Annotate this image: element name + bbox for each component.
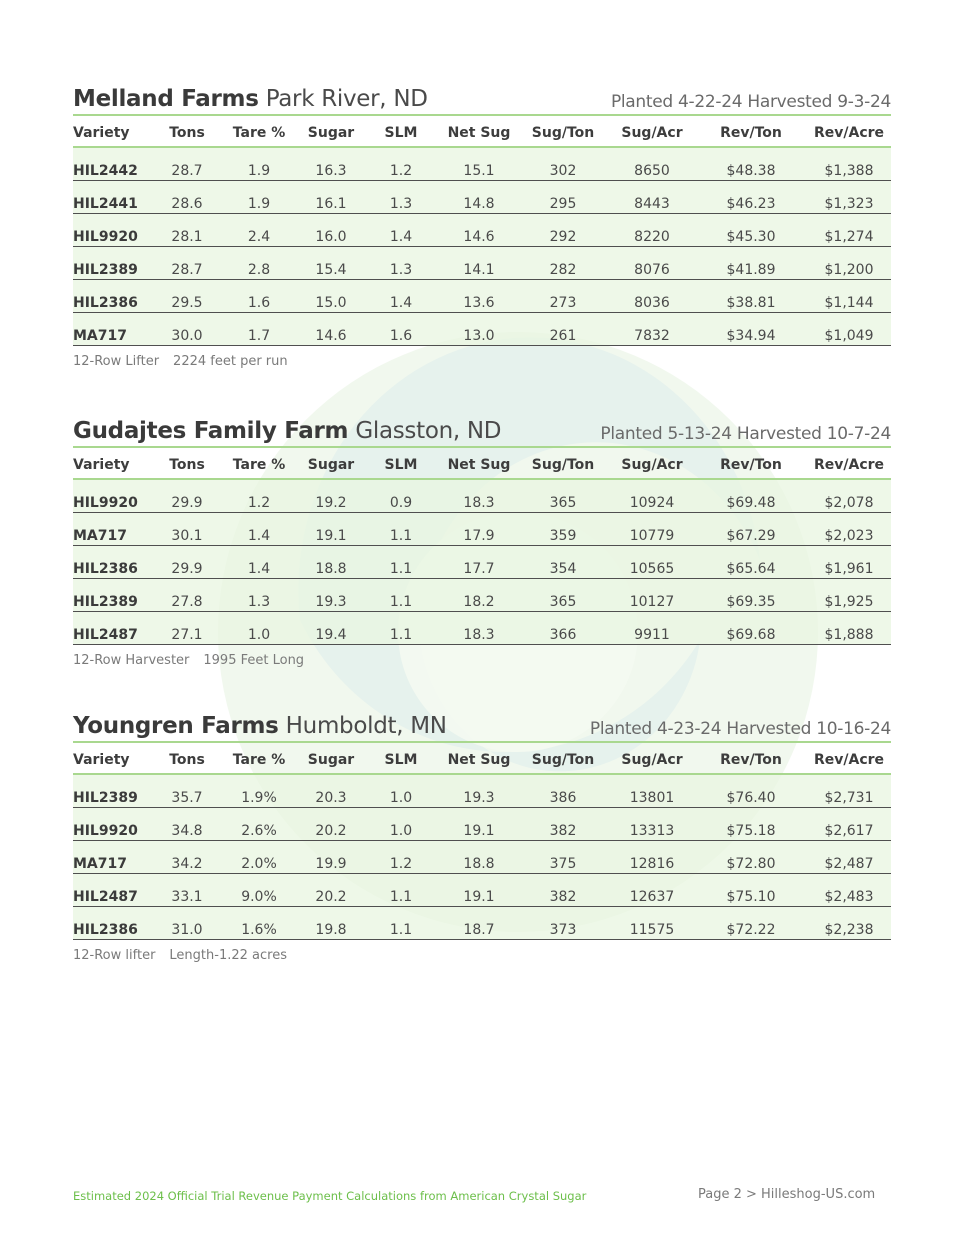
cell-sug-ton: 382 [517,808,609,841]
cell-sug-acr: 12637 [609,874,695,907]
cell-net-sug: 18.3 [441,479,517,513]
cell-net-sug: 14.6 [441,214,517,247]
cell-tare: 1.4 [217,513,301,546]
cell-tare: 1.3 [217,579,301,612]
cell-sugar: 16.0 [301,214,361,247]
table-row [73,513,891,546]
cell-rev-acre: $1,200 [807,247,891,280]
cell-tare: 1.9 [217,147,301,181]
column-header-sug-acr: Sug/Acr [609,747,695,774]
cell-slm: 1.6 [361,313,441,346]
cell-tons: 29.5 [157,280,217,313]
cell-rev-ton: $72.80 [695,841,807,874]
trial-melland [73,86,891,369]
trial-header [73,713,891,743]
cell-rev-ton: $65.64 [695,546,807,579]
cell-tare: 9.0% [217,874,301,907]
cell-tare: 1.7 [217,313,301,346]
cell-net-sug: 19.1 [441,874,517,907]
cell-variety: MA717 [73,513,157,546]
cell-tare: 2.4 [217,214,301,247]
cell-sug-acr: 7832 [609,313,695,346]
cell-sugar: 20.3 [301,774,361,808]
cell-rev-ton: $67.29 [695,513,807,546]
cell-sug-acr: 10779 [609,513,695,546]
cell-variety: HIL2487 [73,612,157,645]
column-header-rev-acre: Rev/Acre [807,120,891,147]
column-header-rev-ton: Rev/Ton [695,452,807,479]
cell-sugar: 18.8 [301,546,361,579]
cell-net-sug: 13.0 [441,313,517,346]
cell-tons: 28.1 [157,214,217,247]
cell-tare: 2.6% [217,808,301,841]
plant-harvest-dates: Planted 4-22-24 Harvested 9-3-24 [610,92,891,112]
cell-net-sug: 14.8 [441,181,517,214]
table-row [73,579,891,612]
cell-slm: 0.9 [361,479,441,513]
cell-rev-ton: $72.22 [695,907,807,940]
column-header-sugar: Sugar [301,120,361,147]
cell-tare: 1.9% [217,774,301,808]
table-row [73,313,891,346]
column-header-sug-ton: Sug/Ton [517,452,609,479]
cell-sugar: 14.6 [301,313,361,346]
cell-sugar: 19.8 [301,907,361,940]
column-header-sug-acr: Sug/Acr [609,452,695,479]
cell-tons: 30.0 [157,313,217,346]
cell-sugar: 16.3 [301,147,361,181]
trial-note [73,354,891,369]
plant-harvest-dates: Planted 5-13-24 Harvested 10-7-24 [600,424,891,444]
cell-tons: 29.9 [157,546,217,579]
cell-tare: 1.2 [217,479,301,513]
table-row [73,774,891,808]
trial-note [73,653,891,668]
cell-sug-acr: 9911 [609,612,695,645]
cell-sug-ton: 261 [517,313,609,346]
column-header-rev-ton: Rev/Ton [695,120,807,147]
column-header-rev-acre: Rev/Acre [807,747,891,774]
plant-harvest-dates: Planted 4-23-24 Harvested 10-16-24 [589,719,891,739]
equipment-note: 12-Row Harvester [73,653,190,668]
table-row [73,181,891,214]
column-header-slm: SLM [361,452,441,479]
cell-rev-acre: $2,238 [807,907,891,940]
table-row [73,147,891,181]
cell-tons: 33.1 [157,874,217,907]
trial-note [73,948,891,963]
cell-net-sug: 15.1 [441,147,517,181]
trial-table [73,452,891,645]
trial-table [73,747,891,940]
column-header-net-sug: Net Sug [441,747,517,774]
table-row [73,214,891,247]
cell-tare: 1.6% [217,907,301,940]
cell-rev-ton: $69.68 [695,612,807,645]
plot-size-note: 2224 feet per run [173,354,288,369]
cell-sug-acr: 8650 [609,147,695,181]
cell-sugar: 20.2 [301,808,361,841]
cell-net-sug: 17.9 [441,513,517,546]
cell-tons: 27.8 [157,579,217,612]
cell-net-sug: 14.1 [441,247,517,280]
farm-location: Park River, ND [265,86,428,112]
cell-tons: 35.7 [157,774,217,808]
cell-sugar: 19.2 [301,479,361,513]
cell-rev-acre: $1,888 [807,612,891,645]
table-row [73,280,891,313]
cell-net-sug: 18.2 [441,579,517,612]
cell-rev-acre: $1,274 [807,214,891,247]
cell-rev-acre: $1,323 [807,181,891,214]
cell-tons: 28.7 [157,147,217,181]
cell-rev-ton: $76.40 [695,774,807,808]
cell-tons: 28.6 [157,181,217,214]
farm-name: Gudajtes Family Farm [73,418,349,444]
cell-slm: 1.4 [361,214,441,247]
column-header-rev-ton: Rev/Ton [695,747,807,774]
cell-slm: 1.4 [361,280,441,313]
cell-sug-ton: 273 [517,280,609,313]
column-header-tare: Tare % [217,120,301,147]
cell-sugar: 20.2 [301,874,361,907]
cell-variety: HIL2389 [73,774,157,808]
cell-sug-ton: 282 [517,247,609,280]
cell-tons: 28.7 [157,247,217,280]
column-header-net-sug: Net Sug [441,120,517,147]
footer-source-note: Estimated 2024 Official Trial Revenue Payment Calculations from American Crystal Sugar [73,1189,587,1203]
cell-slm: 1.3 [361,181,441,214]
column-header-sugar: Sugar [301,452,361,479]
header-row [73,452,891,479]
trial-youngren [73,713,891,963]
cell-sug-ton: 375 [517,841,609,874]
cell-rev-ton: $46.23 [695,181,807,214]
table-row [73,546,891,579]
farm-location: Humboldt, MN [285,713,447,739]
cell-sug-ton: 359 [517,513,609,546]
cell-variety: HIL9920 [73,808,157,841]
cell-sug-acr: 10565 [609,546,695,579]
column-header-sug-ton: Sug/Ton [517,120,609,147]
cell-sug-ton: 386 [517,774,609,808]
cell-tare: 1.6 [217,280,301,313]
cell-rev-ton: $75.10 [695,874,807,907]
cell-variety: HIL2442 [73,147,157,181]
cell-tons: 30.1 [157,513,217,546]
cell-net-sug: 18.8 [441,841,517,874]
table-row [73,841,891,874]
cell-net-sug: 19.1 [441,808,517,841]
header-row [73,120,891,147]
cell-net-sug: 19.3 [441,774,517,808]
cell-rev-ton: $41.89 [695,247,807,280]
cell-variety: HIL2389 [73,579,157,612]
cell-sug-ton: 366 [517,612,609,645]
cell-tare: 1.0 [217,612,301,645]
cell-rev-acre: $1,925 [807,579,891,612]
cell-variety: MA717 [73,841,157,874]
cell-rev-ton: $69.48 [695,479,807,513]
cell-rev-acre: $1,388 [807,147,891,181]
cell-tons: 29.9 [157,479,217,513]
cell-sug-ton: 365 [517,479,609,513]
cell-rev-acre: $2,617 [807,808,891,841]
cell-sug-acr: 11575 [609,907,695,940]
cell-variety: HIL9920 [73,214,157,247]
cell-variety: MA717 [73,313,157,346]
cell-rev-acre: $2,023 [807,513,891,546]
cell-variety: HIL2389 [73,247,157,280]
table-row [73,907,891,940]
column-header-variety: Variety [73,747,157,774]
cell-variety: HIL2386 [73,907,157,940]
cell-slm: 1.3 [361,247,441,280]
cell-sug-acr: 13801 [609,774,695,808]
column-header-variety: Variety [73,120,157,147]
trial-table [73,120,891,346]
trial-header [73,418,891,448]
cell-sug-acr: 8036 [609,280,695,313]
cell-slm: 1.0 [361,808,441,841]
cell-rev-ton: $45.30 [695,214,807,247]
table-row [73,612,891,645]
cell-rev-ton: $38.81 [695,280,807,313]
column-header-variety: Variety [73,452,157,479]
cell-tons: 27.1 [157,612,217,645]
column-header-tons: Tons [157,452,217,479]
cell-sugar: 16.1 [301,181,361,214]
equipment-note: 12-Row lifter [73,948,156,963]
column-header-slm: SLM [361,747,441,774]
cell-rev-ton: $34.94 [695,313,807,346]
cell-rev-acre: $1,961 [807,546,891,579]
plot-size-note: 1995 Feet Long [203,653,305,668]
cell-rev-acre: $2,483 [807,874,891,907]
cell-sugar: 19.4 [301,612,361,645]
cell-sug-acr: 13313 [609,808,695,841]
cell-sug-ton: 365 [517,579,609,612]
farm-name: Melland Farms [73,86,259,112]
cell-slm: 1.2 [361,841,441,874]
cell-sugar: 15.0 [301,280,361,313]
table-row [73,808,891,841]
cell-slm: 1.1 [361,513,441,546]
cell-sug-ton: 295 [517,181,609,214]
cell-rev-ton: $48.38 [695,147,807,181]
cell-slm: 1.1 [361,907,441,940]
column-header-tare: Tare % [217,747,301,774]
header-row [73,747,891,774]
table-row [73,874,891,907]
cell-slm: 1.1 [361,546,441,579]
cell-sugar: 19.9 [301,841,361,874]
cell-rev-ton: $75.18 [695,808,807,841]
cell-sugar: 15.4 [301,247,361,280]
farm-location: Glasston, ND [355,418,502,444]
cell-sug-acr: 8076 [609,247,695,280]
column-header-rev-acre: Rev/Acre [807,452,891,479]
cell-net-sug: 13.6 [441,280,517,313]
cell-sugar: 19.1 [301,513,361,546]
column-header-sug-acr: Sug/Acr [609,120,695,147]
cell-variety: HIL2386 [73,280,157,313]
cell-tare: 1.9 [217,181,301,214]
cell-slm: 1.1 [361,612,441,645]
cell-rev-acre: $2,731 [807,774,891,808]
cell-sug-ton: 292 [517,214,609,247]
cell-tare: 2.8 [217,247,301,280]
cell-sugar: 19.3 [301,579,361,612]
cell-sug-ton: 302 [517,147,609,181]
cell-rev-ton: $69.35 [695,579,807,612]
cell-tare: 2.0% [217,841,301,874]
cell-slm: 1.1 [361,579,441,612]
cell-sug-acr: 10924 [609,479,695,513]
column-header-tons: Tons [157,120,217,147]
cell-net-sug: 18.3 [441,612,517,645]
cell-sug-ton: 373 [517,907,609,940]
equipment-note: 12-Row Lifter [73,354,160,369]
table-row [73,479,891,513]
table-row [73,247,891,280]
cell-variety: HIL2441 [73,181,157,214]
column-header-tare: Tare % [217,452,301,479]
cell-variety: HIL2487 [73,874,157,907]
footer-page-link[interactable]: Page 2 > Hilleshog-US.com [698,1187,876,1202]
cell-slm: 1.0 [361,774,441,808]
cell-variety: HIL9920 [73,479,157,513]
column-header-sugar: Sugar [301,747,361,774]
cell-tare: 1.4 [217,546,301,579]
cell-sug-acr: 8220 [609,214,695,247]
cell-tons: 34.2 [157,841,217,874]
cell-variety: HIL2386 [73,546,157,579]
plot-size-note: Length-1.22 acres [169,948,287,963]
column-header-slm: SLM [361,120,441,147]
trial-header [73,86,891,116]
cell-rev-acre: $1,049 [807,313,891,346]
column-header-tons: Tons [157,747,217,774]
column-header-net-sug: Net Sug [441,452,517,479]
trial-gudajtes [73,418,891,668]
cell-rev-acre: $2,078 [807,479,891,513]
cell-net-sug: 18.7 [441,907,517,940]
farm-name: Youngren Farms [73,713,279,739]
cell-sug-acr: 10127 [609,579,695,612]
cell-rev-acre: $1,144 [807,280,891,313]
cell-rev-acre: $2,487 [807,841,891,874]
cell-sug-acr: 12816 [609,841,695,874]
column-header-sug-ton: Sug/Ton [517,747,609,774]
cell-slm: 1.1 [361,874,441,907]
cell-sug-ton: 354 [517,546,609,579]
cell-sug-acr: 8443 [609,181,695,214]
cell-sug-ton: 382 [517,874,609,907]
cell-tons: 34.8 [157,808,217,841]
cell-net-sug: 17.7 [441,546,517,579]
cell-tons: 31.0 [157,907,217,940]
cell-slm: 1.2 [361,147,441,181]
